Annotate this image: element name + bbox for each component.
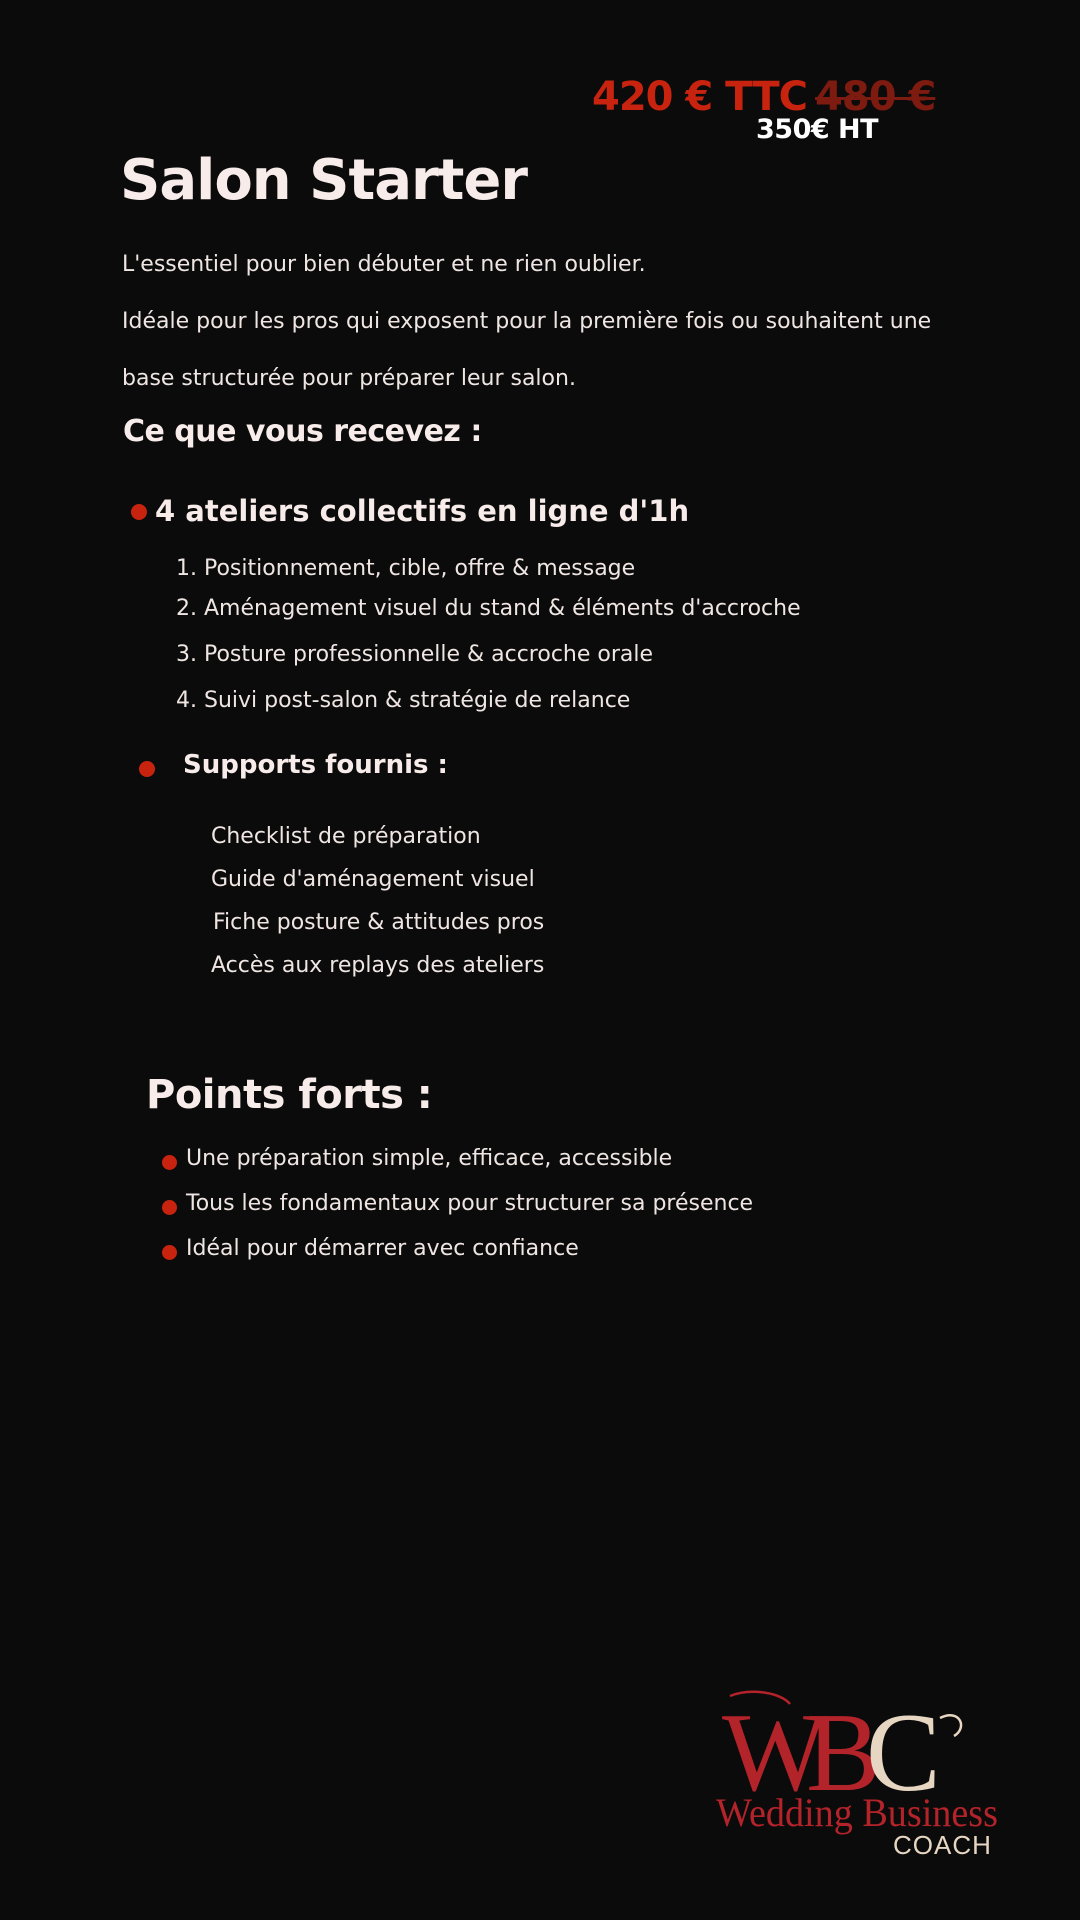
- receive-heading: Ce que vous recevez :: [123, 414, 482, 449]
- logo-letter-b: B: [806, 1691, 881, 1815]
- logo-letter-c: C: [866, 1691, 941, 1815]
- workshop-item: 2. Aménagement visuel du stand & éléments d'accroche: [176, 596, 801, 621]
- workshops-title: 4 ateliers collectifs en ligne d'1h: [155, 494, 690, 528]
- logo-sub: COACH: [893, 1830, 992, 1858]
- workshop-item: 4. Suivi post-salon & stratégie de relance: [176, 688, 631, 713]
- intro-line-3: base structurée pour préparer leur salon.: [122, 366, 576, 391]
- workshop-item: 1. Positionnement, cible, offre & message: [176, 556, 636, 581]
- logo-name: Wedding Business: [716, 1790, 998, 1835]
- intro-line-2: Idéale pour les pros qui exposent pour la première fois ou souhaitent une: [122, 309, 932, 334]
- wbc-logo: [710, 1688, 1000, 1858]
- page-title: Salon Starter: [120, 148, 528, 213]
- strength-item: Une préparation simple, efficace, accessible: [186, 1146, 673, 1171]
- strength-item: Tous les fondamentaux pour structurer sa présence: [186, 1191, 754, 1216]
- bullet-dot-icon: [162, 1155, 177, 1170]
- supports-title: Supports fournis :: [183, 750, 448, 780]
- support-item: Checklist de préparation: [211, 824, 481, 849]
- intro-line-1: L'essentiel pour bien débuter et ne rien oublier.: [122, 252, 646, 277]
- workshop-item: 3. Posture professionnelle & accroche orale: [176, 642, 654, 667]
- bullet-dot-icon: [162, 1200, 177, 1215]
- support-item: Fiche posture & attitudes pros: [213, 910, 545, 935]
- price-old-striked: 480 €: [815, 74, 936, 120]
- logo-swash: [940, 1715, 961, 1736]
- logo-letter-w: W: [722, 1691, 814, 1815]
- price-ttc: 420 € TTC: [592, 74, 808, 120]
- bullet-dot-icon: [131, 504, 147, 520]
- strength-item: Idéal pour démarrer avec confiance: [186, 1236, 579, 1261]
- bullet-dot-icon: [162, 1245, 177, 1260]
- support-item: Accès aux replays des ateliers: [211, 953, 545, 978]
- support-item: Guide d'aménagement visuel: [211, 867, 535, 892]
- price-ht: 350€ HT: [756, 114, 879, 145]
- strengths-heading: Points forts :: [146, 1072, 433, 1118]
- bullet-dot-icon: [139, 761, 155, 777]
